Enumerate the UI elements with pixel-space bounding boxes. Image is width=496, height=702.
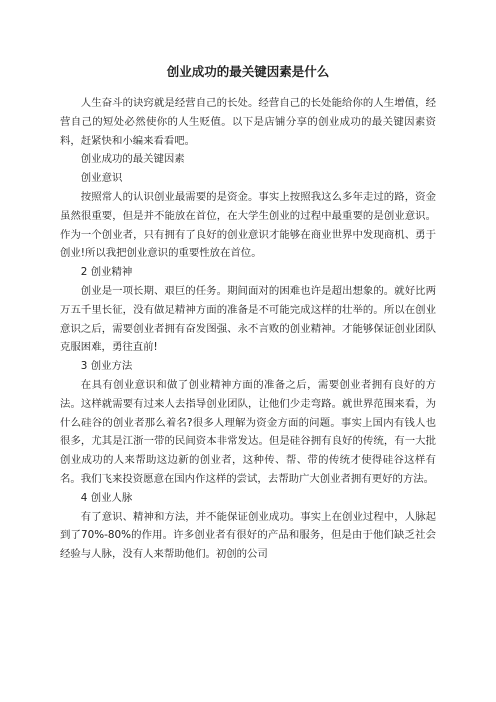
section-heading-method: 3 创业方法 bbox=[80, 360, 133, 373]
section-heading-network: 4 创业人脉 bbox=[80, 491, 133, 504]
section-heading-awareness: 创业意识 bbox=[80, 172, 123, 185]
section-heading-spirit: 2 创业精神 bbox=[80, 266, 133, 279]
section-body-network: 有了意识、精神和方法，并不能保证创业成功。事实上在创业过程中，人脉起到了70%-80%的作用。许多创业者有很好的产品和服务，但是由于他们缺乏社会经验与人脉，没有人来帮助他们。初创的公司 bbox=[60, 510, 436, 561]
section-title: 创业成功的最关键因素 bbox=[80, 153, 185, 166]
document-title: 创业成功的最关键因素是什么 bbox=[166, 64, 330, 79]
section-body-awareness: 按照常人的认识创业最需要的是资金。事实上按照我这么多年走过的路，资金虽然很重要，但是并不能放在首位，在大学生创业的过程中最重要的是创业意识。作为一个创业者，只有拥有了良好的创业意识才能够在商业世界中发现商机、勇于创业!所以我把创业意识的重要性放在首位。 bbox=[60, 190, 436, 260]
section-body-method: 在具有创业意识和做了创业精神方面的准备之后，需要创业者拥有良好的方法。这样就需要有过来人去指导创业团队，让他们少走弯路。就世界范围来看，为什么硅谷的创业者那么着名?很多人理解为资金方面的问题。事实上国内有钱人也很多，尤其是江浙一带的民间资本非常发达。但是硅谷拥有良好的传统，有一大批创业成功的人来帮助这边新的创业者，这种传、帮、带的传统才使得硅谷这样有名。我们飞来投资愿意在国内作这样的尝试，去帮助广大创业者拥有更好的方法。 bbox=[60, 378, 436, 485]
section-body-spirit: 创业是一项长期、艰巨的任务。期间面对的困难也许是超出想象的。就好比两万五千里长征，没有做足精神方面的准备是不可能完成这样的壮举的。所以在创业意识之后，需要创业者拥有奋发图强、永不言败的创业精神。才能够保证创业团队克服困难，勇往直前! bbox=[60, 284, 436, 354]
intro-paragraph: 人生奋斗的诀窍就是经营自己的长处。经营自己的长处能给你的人生增值，经营自己的短处必然使你的人生贬值。以下是店铺分享的创业成功的最关键因素资料，赶紧快和小编来看看吧。 bbox=[60, 97, 436, 147]
